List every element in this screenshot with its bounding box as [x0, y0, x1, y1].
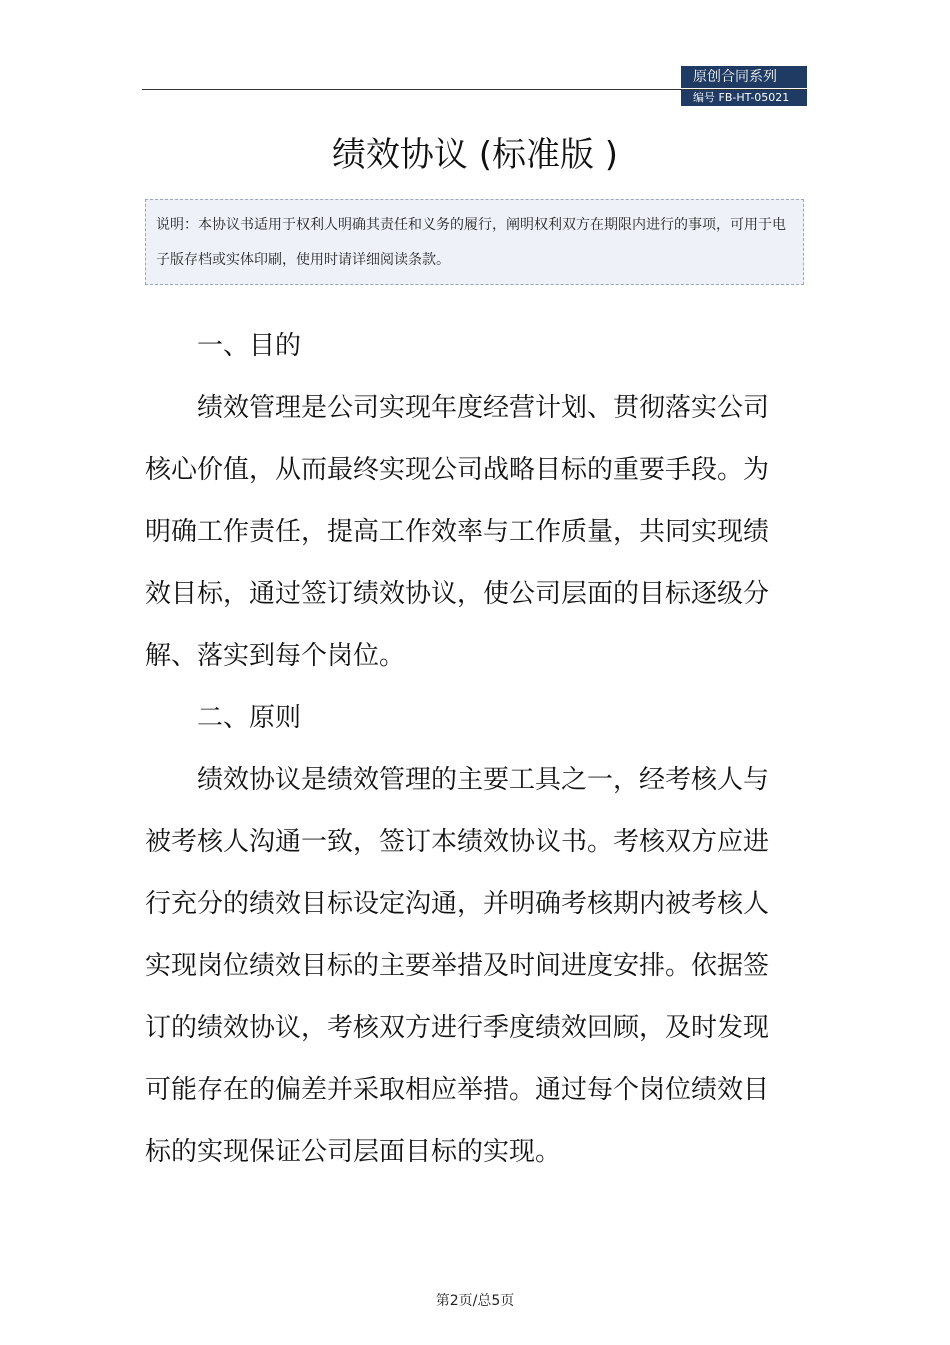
description-note: 说明：本协议书适用于权利人明确其责任和义务的履行，阐明权利双方在期限内进行的事项，可用于电子版存档或实体印刷，使用时请详细阅读条款。	[145, 199, 804, 285]
page-title: 绩效协议 (标准版 )	[331, 135, 619, 175]
section-heading-purpose: 一、目的	[197, 331, 302, 361]
page-number: 第2页/总5页	[435, 1293, 515, 1309]
document-code-badge: 编号 FB-HT-05021	[681, 90, 807, 106]
section-body-purpose: 绩效管理是公司实现年度经营计划、贯彻落实公司核心价值，从而最终实现公司战略目标的重要手段。为明确工作责任，提高工作效率与工作质量，共同实现绩效目标，通过签订绩效协议，使公司层面的目标逐级分解、落实到每个岗位。	[145, 393, 770, 671]
section-body-principles: 绩效协议是绩效管理的主要工具之一，经考核人与被考核人沟通一致，签订本绩效协议书。考核双方应进行充分的绩效目标设定沟通，并明确考核期内被考核人实现岗位绩效目标的主要举措及时间进度安排。依据签订的绩效协议，考核双方进行季度绩效回顾，及时发现可能存在的偏差并采取相应举措。通过每个岗位绩效目标的实现保证公司层面目标的实现。	[145, 765, 770, 1167]
series-badge: 原创合同系列	[681, 66, 807, 88]
document-body	[145, 315, 771, 1183]
section-heading-principles: 二、原则	[197, 703, 302, 733]
